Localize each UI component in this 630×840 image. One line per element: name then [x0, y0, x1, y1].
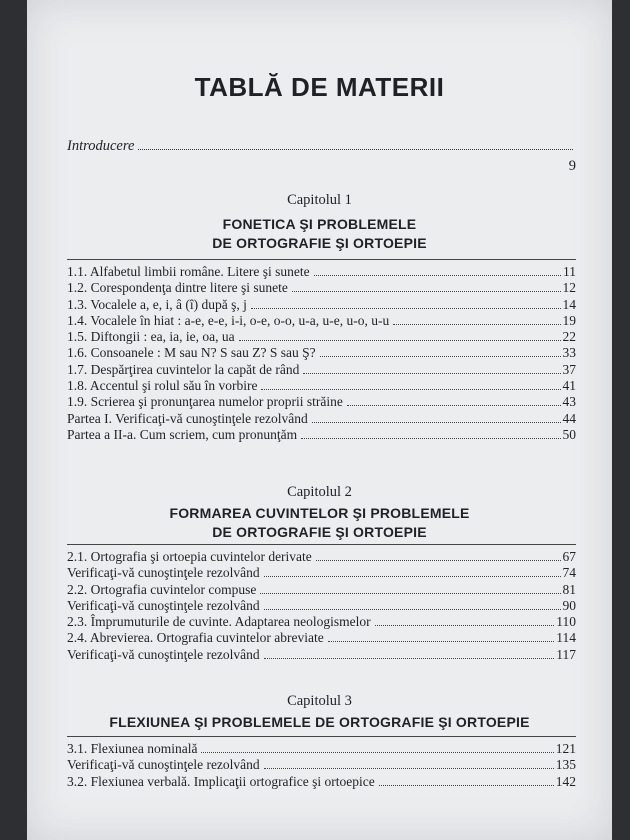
toc-entry	[67, 362, 576, 378]
toc-entry-text: 1.2. Corespondenţa dintre litere şi sunete	[67, 280, 288, 296]
toc-entry-text: Verificaţi-vă cunoştinţele rezolvând	[67, 565, 260, 581]
toc-page-number: 19	[562, 312, 576, 328]
toc-entry-text: 1.7. Despărţirea cuvintelor la capăt de rând	[67, 361, 300, 377]
toc-page-number: 74	[562, 565, 576, 581]
dot-leader	[379, 785, 554, 786]
toc-entry	[67, 774, 576, 790]
dot-leader	[303, 373, 560, 374]
toc-entry	[67, 280, 576, 296]
chapter-2-label: Capitolul 2	[287, 484, 352, 500]
book-page	[27, 0, 612, 840]
intro-entry	[67, 138, 576, 174]
toc-entry	[67, 297, 576, 313]
dot-leader	[201, 752, 553, 753]
toc-entry-text: 1.3. Vocalele a, e, i, â (î) după ş, j	[67, 296, 247, 312]
chapter-3-rule	[67, 736, 576, 737]
toc-entry	[67, 345, 576, 361]
dot-leader	[251, 308, 561, 309]
toc-entry	[67, 565, 576, 581]
toc-page-number: 142	[555, 773, 576, 789]
toc-page-number: 11	[563, 264, 576, 279]
dot-leader	[375, 625, 555, 626]
toc-page-number: 41	[562, 378, 576, 394]
dot-leader	[328, 641, 554, 642]
dot-leader	[347, 405, 561, 406]
chapter-3-entries	[67, 741, 576, 790]
toc-entry	[67, 264, 576, 280]
toc-page-number: 67	[562, 549, 576, 564]
toc-page-number: 114	[556, 630, 576, 646]
toc-entry	[67, 741, 576, 757]
dot-leader	[312, 422, 561, 423]
chapter-1-title	[27, 215, 612, 253]
toc-entry-text: Partea a II-a. Cum scriem, cum pronunţăm	[67, 426, 298, 442]
toc-entry	[67, 411, 576, 427]
dot-leader	[264, 768, 554, 769]
toc-entry	[67, 329, 576, 345]
dot-leader	[264, 576, 561, 577]
toc-entry-text: 3.2. Flexiunea verbală. Implicaţii ortografice şi ortoepice	[67, 773, 375, 789]
chapter-2-title-line: FORMAREA CUVINTELOR ŞI PROBLEMELE	[169, 505, 470, 521]
chapter-1-title-line: DE ORTOGRAFIE ŞI ORTOEPIE	[212, 235, 427, 251]
toc-page-number: 44	[562, 410, 576, 426]
toc-entry-text: 1.4. Vocalele în hiat : a-e, e-e, i-i, o-e, o-o, u-a, u-e, u-o, u-u	[67, 312, 390, 328]
chapter-2-rule	[67, 544, 576, 545]
dot-leader	[264, 609, 561, 610]
toc-entry-text: 2.1. Ortografia şi ortoepia cuvintelor derivate	[67, 549, 312, 564]
dot-leader	[292, 291, 561, 292]
toc-page-number: 135	[555, 757, 576, 773]
page-title: TABLĂ DE MATERII	[194, 72, 445, 102]
toc-entry	[67, 630, 576, 646]
chapter-3-label: Capitolul 3	[287, 693, 352, 709]
dot-leader	[314, 275, 561, 276]
dot-leader	[316, 560, 561, 561]
chapter-2-title	[27, 504, 612, 542]
toc-page-number: 33	[562, 345, 576, 361]
dot-leader	[320, 356, 561, 357]
toc-entry-text: 1.9. Scrierea şi pronunţarea numelor proprii străine	[67, 394, 343, 410]
toc-entry-text: 2.4. Abrevierea. Ortografia cuvintelor abreviate	[67, 630, 324, 646]
dot-leader	[393, 324, 560, 325]
chapter-1-entries	[67, 264, 576, 443]
dot-leader	[301, 438, 560, 439]
toc-entry-text: Verificaţi-vă cunoştinţele rezolvând	[67, 757, 260, 773]
dot-leader	[264, 658, 555, 659]
toc-page-number: 90	[562, 597, 576, 613]
toc-entry-text: 2.2. Ortografia cuvintelor compuse	[67, 581, 257, 597]
toc-entry	[67, 647, 576, 663]
toc-entry-text: 1.6. Consoanele : M sau N? S sau Z? S sau Ş?	[67, 345, 316, 361]
toc-page-number: 12	[562, 280, 576, 296]
toc-entry-text: Verificaţi-vă cunoştinţele rezolvând	[67, 646, 260, 662]
toc-page-number: 81	[562, 581, 576, 597]
chapter-2-entries	[67, 549, 576, 663]
toc-page-number: 117	[556, 646, 576, 662]
chapter-1-title-line: FONETICA ŞI PROBLEMELE	[222, 216, 417, 232]
dot-leader	[239, 340, 561, 341]
toc-page-number: 22	[562, 329, 576, 345]
toc-entry	[67, 313, 576, 329]
toc-entry	[67, 427, 576, 443]
toc-page-number: 43	[562, 394, 576, 410]
intro-page-number: 9	[568, 158, 576, 174]
toc-entry-text: 1.8. Accentul şi rolul său în vorbire	[67, 378, 258, 394]
chapter-2-title-line: DE ORTOGRAFIE ŞI ORTOEPIE	[212, 524, 427, 540]
toc-entry-text: Verificaţi-vă cunoştinţele rezolvând	[67, 597, 260, 613]
toc-entry	[67, 394, 576, 410]
toc-entry-text: 1.1. Alfabetul limbii române. Litere şi sunete	[67, 264, 310, 279]
chapter-3-title	[27, 713, 612, 732]
toc-page-number: 37	[562, 361, 576, 377]
toc-entry	[67, 549, 576, 565]
chapter-3-title-line: FLEXIUNEA ŞI PROBLEMELE DE ORTOGRAFIE ŞI ORTOEPIE	[109, 714, 530, 730]
toc-entry	[67, 614, 576, 630]
toc-page-number: 14	[562, 296, 576, 312]
toc-entry-text: Partea I. Verificaţi-vă cunoştinţele rezolvând	[67, 410, 308, 426]
toc-entry	[67, 582, 576, 598]
toc-entry-text: 1.5. Diftongii : ea, ia, ie, oa, ua	[67, 329, 235, 345]
dot-leader	[138, 149, 573, 150]
toc-entry-text: 2.3. Împrumuturile de cuvinte. Adaptarea neologismelor	[67, 614, 371, 630]
toc-entry	[67, 757, 576, 773]
toc-page-number: 121	[555, 741, 576, 756]
intro-label: Introducere	[67, 138, 135, 154]
toc-page-number: 50	[562, 426, 576, 442]
toc-entry-text: 3.1. Flexiunea nominală	[67, 741, 198, 756]
toc-entry	[67, 598, 576, 614]
chapter-1-label: Capitolul 1	[287, 192, 352, 208]
dot-leader	[260, 593, 560, 594]
toc-entry	[67, 378, 576, 394]
dot-leader	[261, 389, 560, 390]
toc-page-number: 110	[556, 614, 576, 630]
chapter-1-rule	[67, 259, 576, 260]
